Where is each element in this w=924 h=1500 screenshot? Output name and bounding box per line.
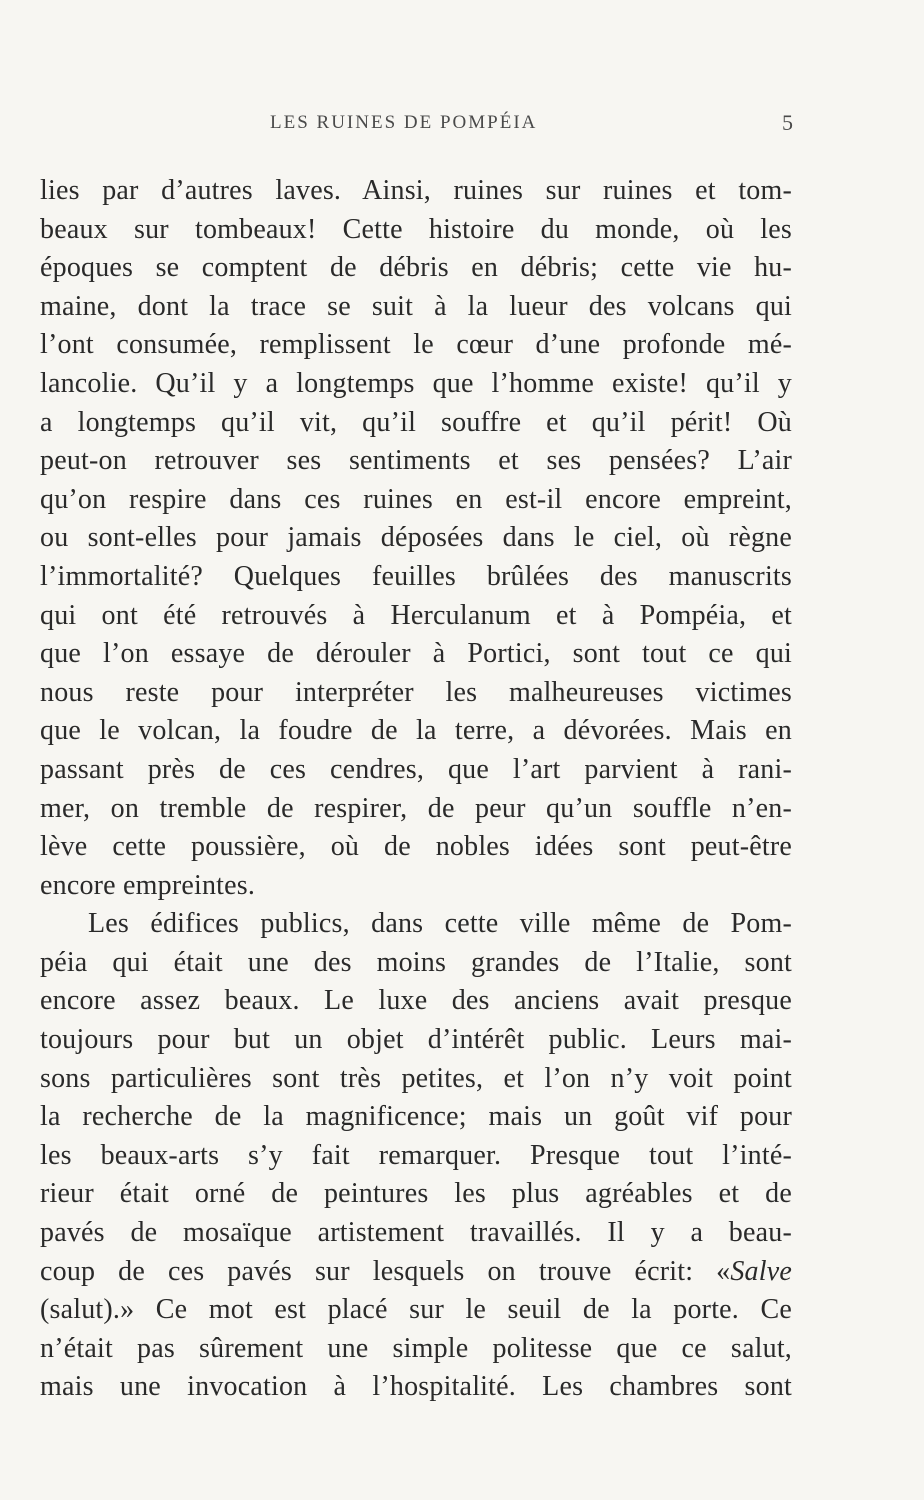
text-line: a longtemps qu’il vit, qu’il souffre et qu’il périt! Où — [40, 406, 792, 438]
page-number: 5 — [782, 110, 793, 135]
text-line: peut-on retrouver ses sentiments et ses pensées? L’air — [40, 445, 792, 477]
text-line: l’immortalité? Quelques feuilles brûlées des manuscrits — [40, 560, 792, 592]
text-line: époques se comptent de débris en débris; cette vie hu- — [40, 252, 792, 284]
text-line: les beaux-arts s’y fait remarquer. Presque tout l’inté- — [40, 1139, 792, 1171]
text-line: la recherche de la magnificence; mais un goût vif pour — [40, 1101, 792, 1133]
text-line: n’était pas sûrement une simple politesse que ce salut, — [40, 1332, 792, 1364]
text-line: maine, dont la trace se suit à la lueur des volcans qui — [40, 290, 792, 322]
text-line: lies par d’autres laves. Ainsi, ruines sur ruines et tom- — [40, 175, 792, 206]
text-line: toujours pour but un objet d’intérêt public. Leurs mai- — [40, 1024, 792, 1056]
text-line: encore empreintes. — [40, 869, 256, 901]
text-line: encore assez beaux. Le luxe des anciens avait presque — [40, 985, 792, 1017]
text-line: lève cette poussière, où de nobles idées sont peut-être — [40, 831, 792, 863]
text-line: rieur était orné de peintures les plus agréables et de — [40, 1178, 792, 1210]
text-line: pavés de mosaïque artistement travaillés. Il y a beau- — [40, 1217, 792, 1249]
text-line: ou sont-elles pour jamais déposées dans le ciel, où règne — [40, 522, 792, 554]
text-line: l’ont consumée, remplissent le cœur d’une profonde mé- — [40, 329, 792, 361]
text-line: que le volcan, la foudre de la terre, a dévorées. Mais en — [40, 715, 792, 747]
text-line-with-italic — [40, 1253, 792, 1292]
text-line: passant près de ces cendres, que l’art parvient à rani- — [40, 753, 792, 785]
text-line: sons particulières sont très petites, et l’on n’y voit point — [40, 1062, 792, 1094]
text-line: mais une invocation à l’hospitalité. Les chambres sont — [40, 1371, 792, 1403]
text-line: nous reste pour interpréter les malheureuses victimes — [40, 676, 792, 708]
text-line: qui ont été retrouvés à Herculanum et à Pompéia, et — [40, 599, 792, 631]
italic-word: Salve — [730, 1255, 792, 1287]
text-line: beaux sur tombeaux! Cette histoire du monde, où les — [40, 213, 792, 245]
text-line: mer, on tremble de respirer, de peur qu’un souffle n’en- — [40, 792, 792, 824]
running-title: LES RUINES DE POMPÉIA — [270, 112, 538, 133]
paragraph-1 — [40, 172, 792, 905]
paragraph-2 — [40, 905, 792, 1407]
text-line-start: coup de ces pavés sur lesquels on trouve écrit: « — [40, 1255, 731, 1287]
text-line: lancolie. Qu’il y a longtemps que l’homme existe! qu’il y — [40, 367, 792, 399]
text-line: qu’on respire dans ces ruines en est-il encore empreint, — [40, 483, 792, 515]
text-line: (salut).» Ce mot est placé sur le seuil de la porte. Ce — [40, 1294, 792, 1326]
text-line: Les édifices publics, dans cette ville même de Pom- — [88, 908, 792, 940]
text-line: que l’on essaye de dérouler à Portici, sont tout ce qui — [40, 638, 792, 670]
running-head — [0, 112, 924, 142]
text-line: péia qui était une des moins grandes de l’Italie, sont — [40, 946, 792, 978]
body-text — [40, 172, 792, 1407]
